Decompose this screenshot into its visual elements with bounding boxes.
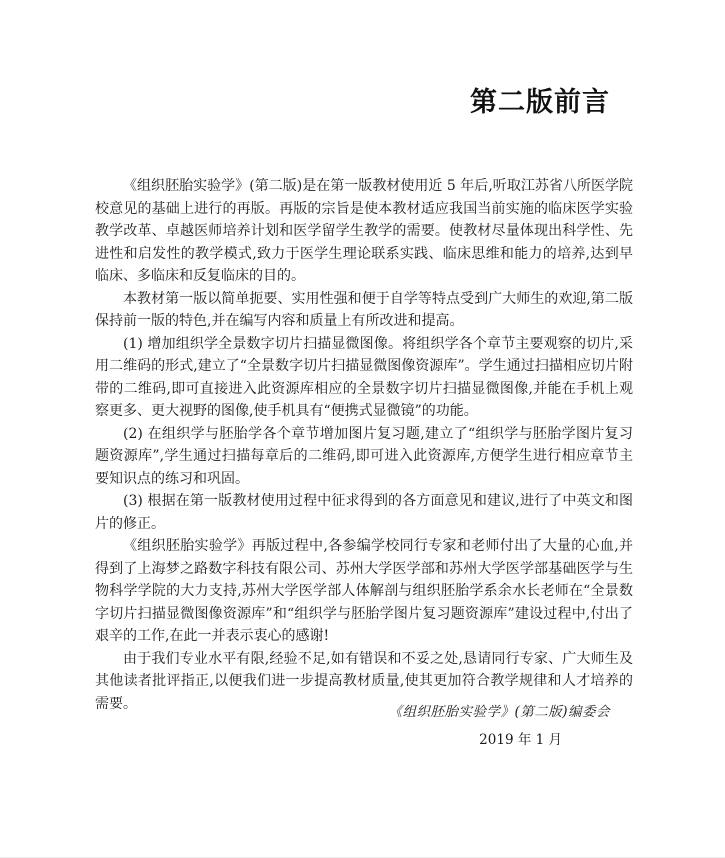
paragraph-acknowledgements: 《组织胚胎实验学》再版过程中,各参编学校同行专家和老师付出了大量的心血,并得到了上海梦之路数字科技有限公司、苏州大学医学部和苏州大学医学部基础医学与生物科学学院的大力支持,苏州大学医学部人体解剖与组织胚胎学系余水长老师在“全景数字切片扫描显微图像资源库”和“组织学与胚胎学图片复习题资源库”建设过程中,付出了艰辛的工作,在此一并表示衷心的感谢! [95,538,633,644]
editorial-committee: 《组织胚胎实验学》(第二版)编委会 [388,704,610,720]
page-title: 第二版前言 [470,87,610,118]
signature-block [388,702,610,750]
paragraph-closing: 由于我们专业水平有限,经验不足,如有错误和不妥之处,恳请同行专家、广大师生及其他读者批评指正,以便我们进一步提高教材质量,使其更加符合教学规律和人才培养的需要。 [95,650,633,712]
publication-date: 2019 年 1 月 [479,732,562,748]
paragraph-item-2: (2) 在组织学与胚胎学各个章节增加图片复习题,建立了“组织学与胚胎学图片复习题资源库”,学生通过扫描每章后的二维码,即可进入此资源库,方便学生进行相应章节主要知识点的练习和巩固。 [95,425,633,487]
paragraph-intro: 《组织胚胎实验学》(第二版)是在第一版教材使用近 5 年后,听取江苏省八所医学院校意见的基础上进行的再版。再版的宗旨是使本教材适应我国当前实施的临床医学实验教学改革、卓越医师培养计划和医学留学生教学的需要。使教材尽量体现出科学性、先进性和启发性的教学模式,致力于医学生理论联系实践、临床思维和能力的培养,达到早临床、多临床和反复临床的目的。 [95,178,633,284]
paragraph-features: 本教材第一版以简单扼要、实用性强和便于自学等特点受到广大师生的欢迎,第二版保持前一版的特色,并在编写内容和质量上有所改进和提高。 [95,290,633,329]
preface-body [95,175,633,715]
paragraph-item-3: (3) 根据在第一版教材使用过程中征求得到的各方面意见和建议,进行了中英文和图片的修正。 [95,493,633,532]
paragraph-item-1: (1) 增加组织学全景数字切片扫描显微图像。将组织学各个章节主要观察的切片,采用二维码的形式,建立了“全景数字切片扫描显微图像资源库”。学生通过扫描相应切片附带的二维码,即可直接进入此资源库相应的全景数字切片扫描显微图像,并能在手机上观察更多、更大视野的图像,使手机具有“便携式显微镜”的功能。 [95,335,633,419]
